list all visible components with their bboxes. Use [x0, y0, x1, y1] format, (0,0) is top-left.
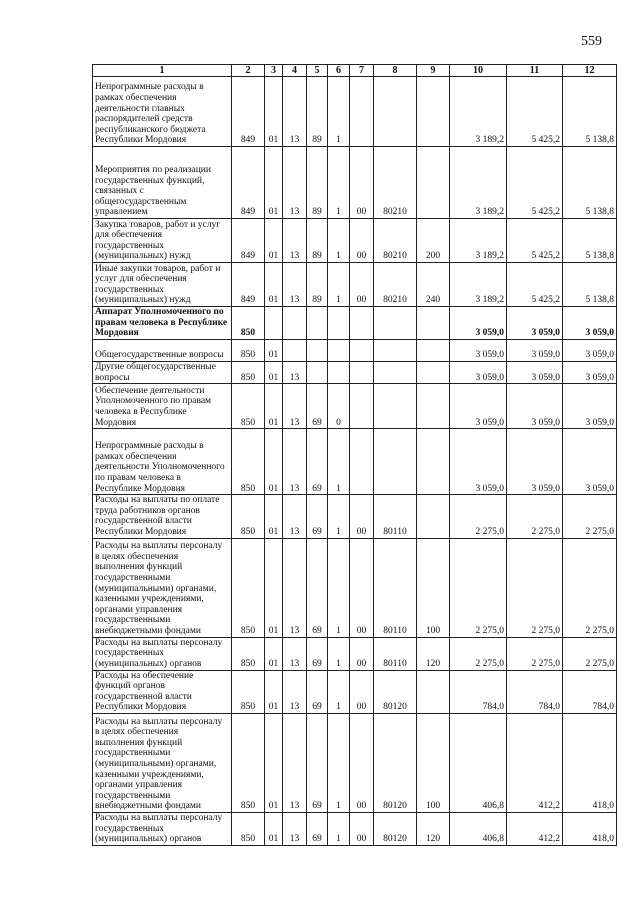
row-name-cell: Обеспечение деятельности Уполномоченного по правам человека в Республике Мордовия — [93, 384, 232, 429]
table-cell: 3 059,0 — [450, 384, 507, 429]
table-cell: 80110 — [374, 637, 417, 670]
table-header-row — [93, 65, 617, 77]
table-cell — [283, 340, 307, 362]
table-cell: 01 — [265, 77, 283, 147]
row-name-cell: Общегосударственные вопросы — [93, 340, 232, 362]
table-cell: 850 — [232, 538, 265, 637]
table-cell: 120 — [417, 812, 450, 845]
table-cell: 01 — [265, 495, 283, 538]
table-cell: 80210 — [374, 147, 417, 219]
table-cell: 01 — [265, 670, 283, 713]
table-cell: 3 059,0 — [563, 307, 617, 340]
table-cell: 01 — [265, 429, 283, 495]
table-cell: 3 059,0 — [450, 340, 507, 362]
column-header: 2 — [232, 65, 265, 77]
table-cell: 69 — [307, 670, 328, 713]
column-header: 5 — [307, 65, 328, 77]
table-cell — [307, 340, 328, 362]
table-cell: 5 425,2 — [507, 263, 563, 307]
table-cell: 240 — [417, 263, 450, 307]
table-cell: 89 — [307, 219, 328, 263]
table-row — [93, 384, 617, 429]
table-cell: 80120 — [374, 812, 417, 845]
row-name-cell: Непрограммные расходы в рамках обеспечения деятельности Уполномоченного по правам человека в Республике Мордовия — [93, 429, 232, 495]
table-cell — [374, 340, 417, 362]
table-cell: 01 — [265, 713, 283, 812]
table-cell: 850 — [232, 362, 265, 384]
row-name-cell: Расходы на выплаты персоналу в целях обеспечения выполнения функций государственными (муниципальными) органами, казенными учреждениями, органами управления государственными внебюджетными фондами — [93, 713, 232, 812]
table-cell: 13 — [283, 147, 307, 219]
table-cell: 13 — [283, 495, 307, 538]
row-name-cell: Расходы на выплаты по оплате труда работников органов государственной власти Республики Мордовия — [93, 495, 232, 538]
table-cell: 00 — [350, 637, 374, 670]
table-cell: 2 275,0 — [563, 495, 617, 538]
table-cell: 850 — [232, 637, 265, 670]
table-cell — [283, 307, 307, 340]
table-cell: 69 — [307, 429, 328, 495]
column-header: 4 — [283, 65, 307, 77]
table-cell: 69 — [307, 637, 328, 670]
table-cell: 69 — [307, 384, 328, 429]
table-cell — [374, 384, 417, 429]
table-cell: 5 425,2 — [507, 77, 563, 147]
table-cell: 3 189,2 — [450, 219, 507, 263]
table-cell — [350, 384, 374, 429]
table-cell: 13 — [283, 713, 307, 812]
table-cell: 00 — [350, 713, 374, 812]
table-cell: 3 059,0 — [507, 340, 563, 362]
table-cell: 2 275,0 — [507, 495, 563, 538]
table-cell: 2 275,0 — [450, 637, 507, 670]
row-name-cell: Расходы на выплаты персоналу государственных (муниципальных) органов — [93, 812, 232, 845]
table-cell: 5 138,8 — [563, 147, 617, 219]
table-cell: 2 275,0 — [563, 637, 617, 670]
column-header: 6 — [328, 65, 350, 77]
table-cell — [417, 77, 450, 147]
column-header: 12 — [563, 65, 617, 77]
table-cell: 406,8 — [450, 812, 507, 845]
table-cell: 1 — [328, 637, 350, 670]
table-row — [93, 340, 617, 362]
row-name-cell: Иные закупки товаров, работ и услуг для обеспечения государственных (муниципальных) нужд — [93, 263, 232, 307]
page-number: 559 — [581, 34, 602, 49]
table-cell — [374, 429, 417, 495]
table-cell: 00 — [350, 263, 374, 307]
table-cell: 849 — [232, 263, 265, 307]
table-cell: 1 — [328, 147, 350, 219]
table-cell: 13 — [283, 77, 307, 147]
table-cell — [417, 362, 450, 384]
column-header: 7 — [350, 65, 374, 77]
table-cell: 69 — [307, 812, 328, 845]
table-cell: 89 — [307, 263, 328, 307]
table-cell: 13 — [283, 362, 307, 384]
table-cell — [417, 384, 450, 429]
table-cell: 2 275,0 — [450, 538, 507, 637]
table-row — [93, 495, 617, 538]
row-name-cell: Расходы на обеспечение функций органов государственной власти Республики Мордовия — [93, 670, 232, 713]
table-cell: 5 138,8 — [563, 263, 617, 307]
column-header: 11 — [507, 65, 563, 77]
table-cell: 5 425,2 — [507, 219, 563, 263]
table-cell: 01 — [265, 637, 283, 670]
table-cell: 1 — [328, 670, 350, 713]
table-cell: 13 — [283, 219, 307, 263]
table-cell: 01 — [265, 362, 283, 384]
table-cell: 3 059,0 — [563, 362, 617, 384]
table-row — [93, 538, 617, 637]
table-cell: 418,0 — [563, 812, 617, 845]
table-cell — [350, 429, 374, 495]
table-cell: 406,8 — [450, 713, 507, 812]
table-cell: 1 — [328, 538, 350, 637]
table-cell: 5 425,2 — [507, 147, 563, 219]
table-cell: 3 059,0 — [563, 384, 617, 429]
table-cell — [307, 362, 328, 384]
table-cell: 13 — [283, 263, 307, 307]
table-cell: 1 — [328, 219, 350, 263]
table-cell: 69 — [307, 495, 328, 538]
table-cell: 412,2 — [507, 713, 563, 812]
table-cell: 850 — [232, 307, 265, 340]
table-cell — [350, 340, 374, 362]
table-cell: 01 — [265, 263, 283, 307]
table-cell: 850 — [232, 384, 265, 429]
table-cell: 00 — [350, 219, 374, 263]
table-cell — [417, 495, 450, 538]
table-cell: 89 — [307, 147, 328, 219]
table-cell: 1 — [328, 495, 350, 538]
table-cell — [374, 77, 417, 147]
table-cell: 1 — [328, 77, 350, 147]
table-cell: 1 — [328, 713, 350, 812]
table-cell: 2 275,0 — [507, 538, 563, 637]
table-cell: 850 — [232, 713, 265, 812]
table-row — [93, 263, 617, 307]
table-cell: 80120 — [374, 670, 417, 713]
table-row — [93, 713, 617, 812]
table-cell: 13 — [283, 538, 307, 637]
table-cell: 01 — [265, 812, 283, 845]
row-name-cell: Расходы на выплаты персоналу в целях обеспечения выполнения функций государственными (муниципальными) органами, казенными учреждениями, органами управления государственными внебюджетными фондами — [93, 538, 232, 637]
table-row — [93, 362, 617, 384]
table-cell: 13 — [283, 670, 307, 713]
table-cell: 01 — [265, 219, 283, 263]
table-cell: 00 — [350, 538, 374, 637]
table-cell: 2 275,0 — [507, 637, 563, 670]
row-name-cell: Закупка товаров, работ и услуг для обеспечения государственных (муниципальных) нужд — [93, 219, 232, 263]
table-cell — [417, 340, 450, 362]
table-cell — [328, 340, 350, 362]
row-name-cell: Мероприятия по реализации государственных функций, связанных с общегосударственным управлением — [93, 147, 232, 219]
table-row — [93, 429, 617, 495]
table-cell — [350, 307, 374, 340]
table-cell: 5 138,8 — [563, 219, 617, 263]
table-cell: 100 — [417, 713, 450, 812]
table-cell: 01 — [265, 147, 283, 219]
table-cell: 784,0 — [507, 670, 563, 713]
table-cell: 80210 — [374, 219, 417, 263]
table-cell: 80110 — [374, 538, 417, 637]
table-cell: 850 — [232, 340, 265, 362]
table-cell: 849 — [232, 77, 265, 147]
column-header: 3 — [265, 65, 283, 77]
table-row — [93, 637, 617, 670]
table-cell: 69 — [307, 538, 328, 637]
table-cell: 13 — [283, 637, 307, 670]
table-cell: 3 189,2 — [450, 263, 507, 307]
table-cell: 3 059,0 — [450, 307, 507, 340]
table-cell: 3 059,0 — [450, 362, 507, 384]
table-cell: 5 138,8 — [563, 77, 617, 147]
table-cell: 89 — [307, 77, 328, 147]
table-cell: 3 059,0 — [563, 429, 617, 495]
table-cell: 3 059,0 — [450, 429, 507, 495]
table-cell: 3 059,0 — [507, 362, 563, 384]
table-cell: 3 189,2 — [450, 147, 507, 219]
table-cell: 13 — [283, 812, 307, 845]
column-header: 9 — [417, 65, 450, 77]
table-cell: 849 — [232, 147, 265, 219]
table-cell — [265, 307, 283, 340]
table-cell: 200 — [417, 219, 450, 263]
table-cell — [417, 147, 450, 219]
table-cell: 3 059,0 — [563, 340, 617, 362]
table-cell: 01 — [265, 538, 283, 637]
table-cell — [417, 670, 450, 713]
table-row — [93, 147, 617, 219]
table-cell: 00 — [350, 147, 374, 219]
table-cell — [328, 362, 350, 384]
table-cell — [374, 362, 417, 384]
table-cell — [417, 307, 450, 340]
table-cell: 13 — [283, 429, 307, 495]
row-name-cell: Аппарат Уполномоченного по правам человека в Республике Мордовия — [93, 307, 232, 340]
table-cell — [350, 77, 374, 147]
table-cell: 850 — [232, 429, 265, 495]
table-cell: 0 — [328, 384, 350, 429]
table-cell: 3 189,2 — [450, 77, 507, 147]
table-row — [93, 219, 617, 263]
row-name-cell: Другие общегосударственные вопросы — [93, 362, 232, 384]
table-cell — [417, 429, 450, 495]
table-cell: 3 059,0 — [507, 384, 563, 429]
table-cell: 80110 — [374, 495, 417, 538]
table-row — [93, 307, 617, 340]
table-cell: 00 — [350, 495, 374, 538]
table-row — [93, 670, 617, 713]
table-cell: 784,0 — [563, 670, 617, 713]
row-name-cell: Расходы на выплаты персоналу государственных (муниципальных) органов — [93, 637, 232, 670]
table-cell: 13 — [283, 384, 307, 429]
table-cell: 850 — [232, 812, 265, 845]
table-cell: 100 — [417, 538, 450, 637]
table-cell: 01 — [265, 340, 283, 362]
table-row — [93, 812, 617, 845]
table-cell: 418,0 — [563, 713, 617, 812]
budget-table — [92, 64, 617, 846]
column-header: 8 — [374, 65, 417, 77]
table-cell: 784,0 — [450, 670, 507, 713]
table-cell — [350, 362, 374, 384]
table-cell: 1 — [328, 263, 350, 307]
table-cell: 80210 — [374, 263, 417, 307]
table-cell — [328, 307, 350, 340]
table-cell: 69 — [307, 713, 328, 812]
column-header: 10 — [450, 65, 507, 77]
table-cell: 412,2 — [507, 812, 563, 845]
table-cell: 1 — [328, 812, 350, 845]
table-cell: 850 — [232, 495, 265, 538]
table-cell: 120 — [417, 637, 450, 670]
table-row — [93, 77, 617, 147]
column-header: 1 — [93, 65, 232, 77]
table-cell: 850 — [232, 670, 265, 713]
row-name-cell: Непрограммные расходы в рамках обеспечения деятельности главных распорядителей средств республиканского бюджета Республики Мордовия — [93, 77, 232, 147]
table-cell: 2 275,0 — [563, 538, 617, 637]
table-cell — [307, 307, 328, 340]
table-cell: 1 — [328, 429, 350, 495]
table-cell: 80120 — [374, 713, 417, 812]
table-cell: 00 — [350, 812, 374, 845]
table-cell: 3 059,0 — [507, 307, 563, 340]
table-cell: 2 275,0 — [450, 495, 507, 538]
table-cell: 01 — [265, 384, 283, 429]
table-cell: 00 — [350, 670, 374, 713]
table-cell: 849 — [232, 219, 265, 263]
table-cell: 3 059,0 — [507, 429, 563, 495]
table-cell — [374, 307, 417, 340]
